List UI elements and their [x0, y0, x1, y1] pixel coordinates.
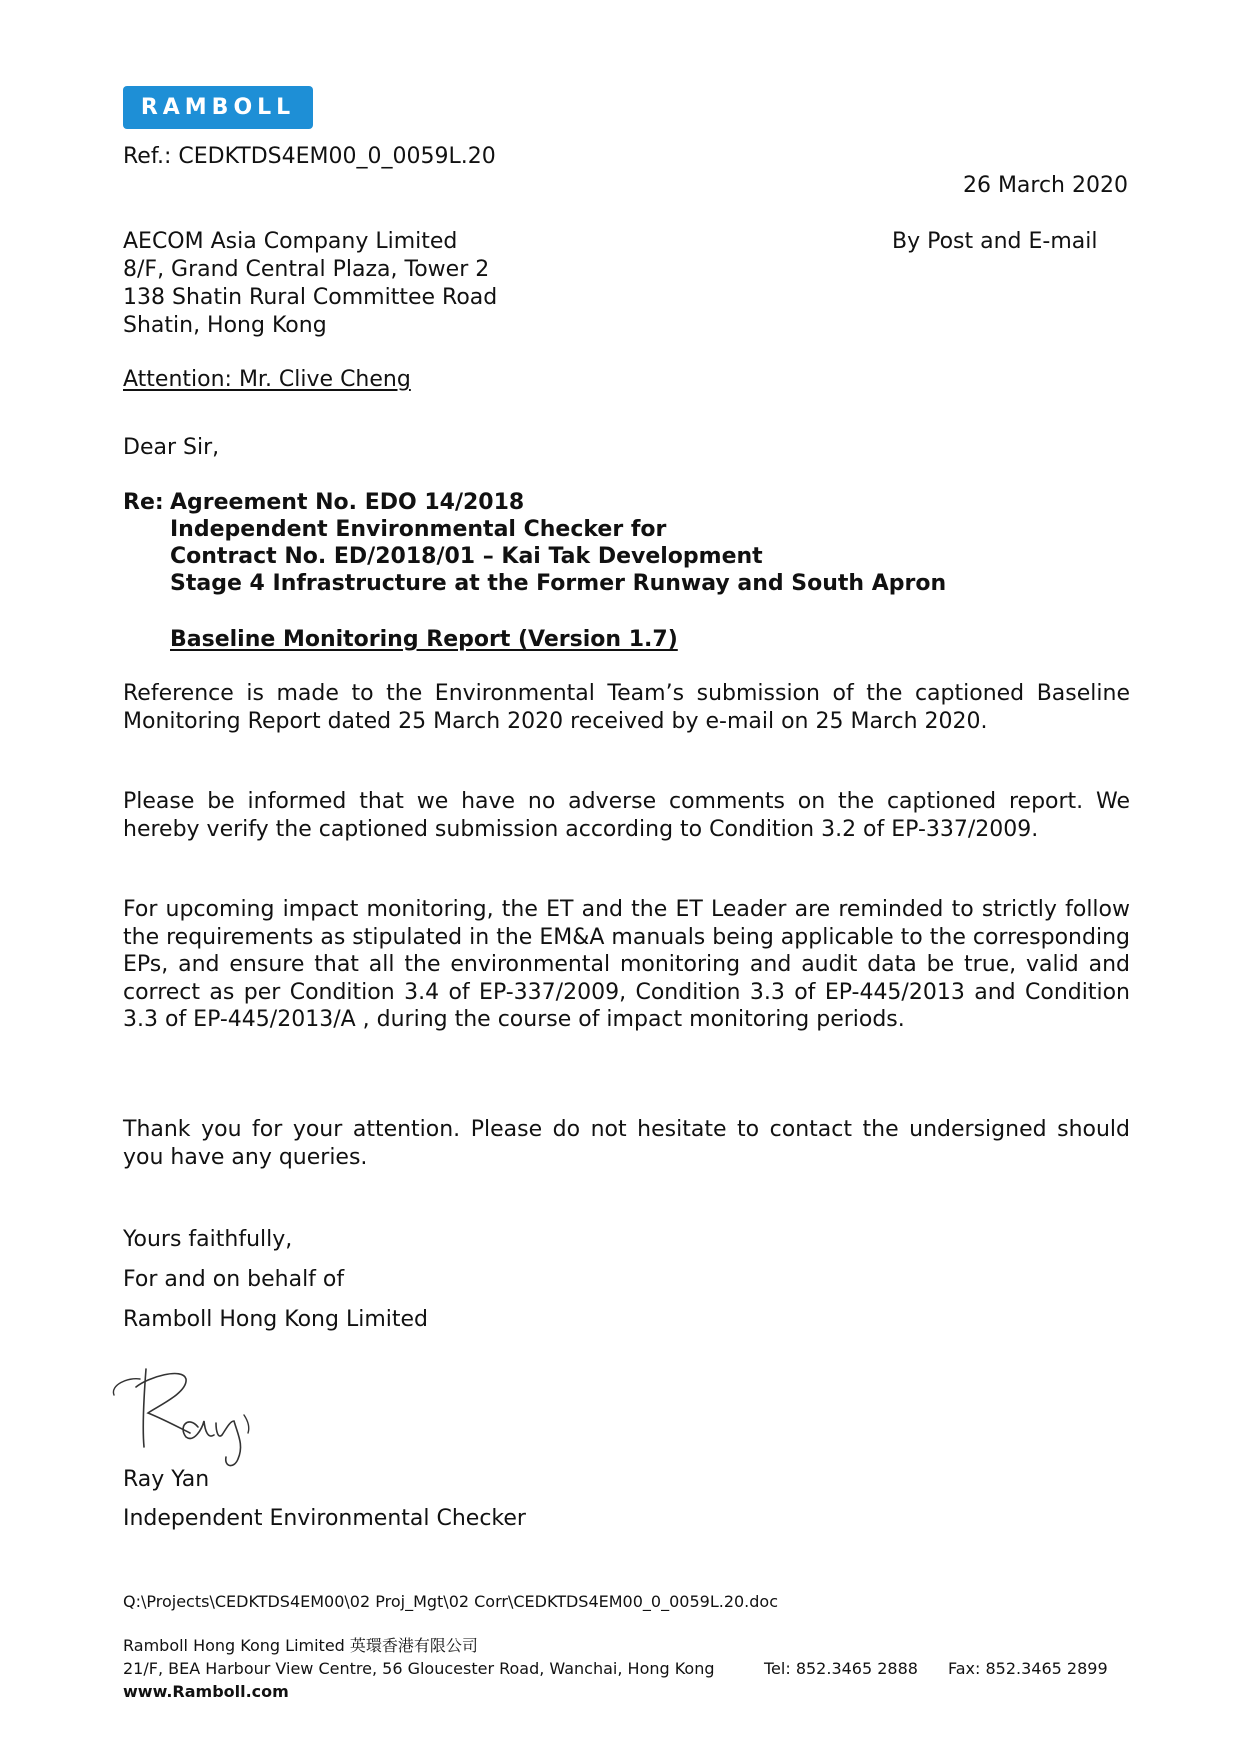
file-path: Q:\Projects\CEDKTDS4EM00\02 Proj_Mgt\02 Corr\CEDKTDS4EM00_0_0059L.20.doc [123, 1592, 778, 1611]
footer-fax: Fax: 852.3465 2899 [948, 1659, 1108, 1678]
reference-number: Ref.: CEDKTDS4EM00_0_0059L.20 [123, 144, 496, 169]
footer-address: 21/F, BEA Harbour View Centre, 56 Gloucester Road, Wanchai, Hong Kong [123, 1659, 715, 1678]
salutation: Dear Sir, [123, 435, 220, 460]
footer-company: Ramboll Hong Kong Limited 英環香港有限公司 [123, 1636, 478, 1655]
closing-line: For and on behalf of [123, 1267, 345, 1292]
addressee-line: Shatin, Hong Kong [123, 313, 327, 338]
delivery-method: By Post and E-mail [892, 229, 1098, 254]
paragraph: Thank you for your attention. Please do not hesitate to contact the undersigned should you have any queries. [123, 1117, 1130, 1170]
signature [108, 1355, 288, 1475]
addressee-company: AECOM Asia Company Limited [123, 229, 458, 254]
closing-company: Ramboll Hong Kong Limited [123, 1307, 428, 1332]
attention-line: Attention: Mr. Clive Cheng [123, 367, 411, 392]
subject-label: Re: [123, 490, 164, 515]
footer-website-link[interactable]: www.Ramboll.com [123, 1682, 289, 1701]
report-title: Baseline Monitoring Report (Version 1.7) [170, 627, 678, 652]
footer-tel: Tel: 852.3465 2888 [764, 1659, 918, 1678]
subject-block [123, 489, 1123, 669]
paragraph: For upcoming impact monitoring, the ET and the ET Leader are reminded to strictly follow the requirements as stipulated in the EM&A manuals being applicable to the corresponding EPs, and ensure that all the environmental monitoring and audit data be true, valid and correct as per Condition 3.4 of EP-337/2009, Condition 3.3 of EP-445/2013 and Condition 3.3 of EP-445/2013/A , during the course of impact monitoring periods. [123, 897, 1130, 1032]
signer-title: Independent Environmental Checker [123, 1506, 526, 1531]
subject-line: Stage 4 Infrastructure at the Former Runway and South Apron [170, 571, 947, 596]
paragraph: Please be informed that we have no adverse comments on the captioned report. We hereby verify the captioned submission according to Condition 3.2 of EP-337/2009. [123, 789, 1130, 842]
paragraph: Reference is made to the Environmental Team’s submission of the captioned Baseline Monitoring Report dated 25 March 2020 received by e-mail on 25 March 2020. [123, 681, 1130, 734]
subject-line: Contract No. ED/2018/01 – Kai Tak Development [170, 544, 763, 569]
addressee-line: 138 Shatin Rural Committee Road [123, 285, 498, 310]
subject-line: Independent Environmental Checker for [170, 517, 667, 542]
logo-text: RAMBOLL [140, 95, 296, 120]
addressee-line: 8/F, Grand Central Plaza, Tower 2 [123, 257, 490, 282]
subject-line: Agreement No. EDO 14/2018 [170, 490, 525, 515]
closing-line: Yours faithfully, [123, 1227, 293, 1252]
ramboll-logo [123, 86, 313, 129]
letter-date: 26 March 2020 [962, 173, 1128, 198]
signer-name: Ray Yan [123, 1467, 210, 1492]
